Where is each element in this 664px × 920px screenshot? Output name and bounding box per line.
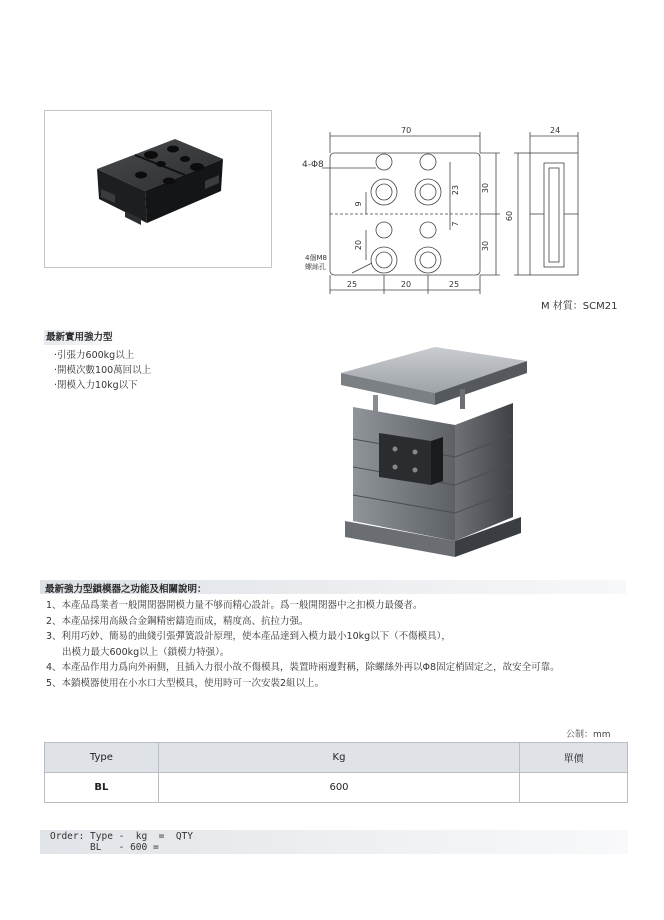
header-type: Type	[45, 743, 159, 773]
dim-23: 23	[451, 184, 460, 196]
lock-block-photo	[45, 111, 271, 267]
dim-60: 60	[505, 210, 514, 222]
mold-illustration	[335, 345, 530, 570]
dim-25-right: 25	[448, 280, 460, 289]
features-title: 最新實用強力型	[44, 330, 117, 345]
order-line-1: Order: Type - kg = QTY	[50, 831, 193, 842]
table-header-row	[45, 743, 628, 773]
dim-70: 70	[401, 126, 412, 135]
header-kg: Kg	[158, 743, 519, 773]
technical-drawing	[300, 118, 630, 318]
dim-20-vert: 20	[354, 239, 363, 251]
description-item: 1、本產品爲業者一般開閉器開模力量不够而精心設計。爲一般開閉器中之扣模力最優者。	[46, 600, 423, 611]
order-line-2: BL - 600 =	[50, 842, 159, 853]
unit-label: 公制：mm	[566, 730, 611, 740]
product-photo	[44, 110, 272, 268]
cell-price	[520, 773, 628, 803]
description-item: 3、利用巧妙、簡易的曲綫引張彈簧設計原理，使本產品達到入模力最小10kg以下（不傷模具），	[46, 631, 451, 642]
description-list	[46, 598, 626, 691]
dim-9: 9	[354, 201, 363, 207]
table-row	[45, 773, 628, 803]
features-list	[44, 348, 314, 393]
features-section	[44, 330, 314, 393]
material-label: M 材質：SCM21	[541, 301, 618, 312]
label-hole-phi8: 4-Φ8	[302, 160, 324, 170]
feature-item: ·閉模入力10kg以下	[54, 380, 138, 391]
header-price: 單價	[520, 743, 628, 773]
dim-30-bottom: 30	[481, 240, 490, 252]
description-title: 最新強力型鎖模器之功能及相關說明：	[45, 584, 207, 595]
dim-20-mid: 20	[400, 280, 412, 289]
description-item: 出模力最大600kg以上（鎖模力特强）。	[62, 646, 230, 658]
cell-kg: 600	[158, 773, 519, 803]
description-item: 5、本鎖模器使用在小水口大型模具，使用時可一次安裝2組以上。	[46, 677, 325, 689]
spec-table	[44, 742, 628, 803]
dim-30-top: 30	[481, 182, 490, 194]
label-screw-2: 螺絲孔	[305, 263, 326, 271]
feature-item: ·引張力600kg以上	[54, 350, 135, 361]
label-screw-1: 4個M8	[305, 254, 327, 262]
cell-type: BL	[45, 773, 159, 803]
dim-7: 7	[451, 221, 460, 227]
dim-25-left: 25	[346, 280, 358, 289]
dim-24: 24	[550, 126, 561, 135]
description-item: 4、本產品作用力爲向外兩側，且插入力很小故不傷模具，裝置時兩邊對稱，除螺絲外再以Φ8固定梢固定之，故安全可靠。	[46, 662, 560, 673]
description-item: 2、本產品採用高級合金鋼精密鑄造而成，精度高、抗拉力强。	[46, 615, 309, 627]
feature-item: ·開模次數100萬回以上	[54, 365, 152, 376]
